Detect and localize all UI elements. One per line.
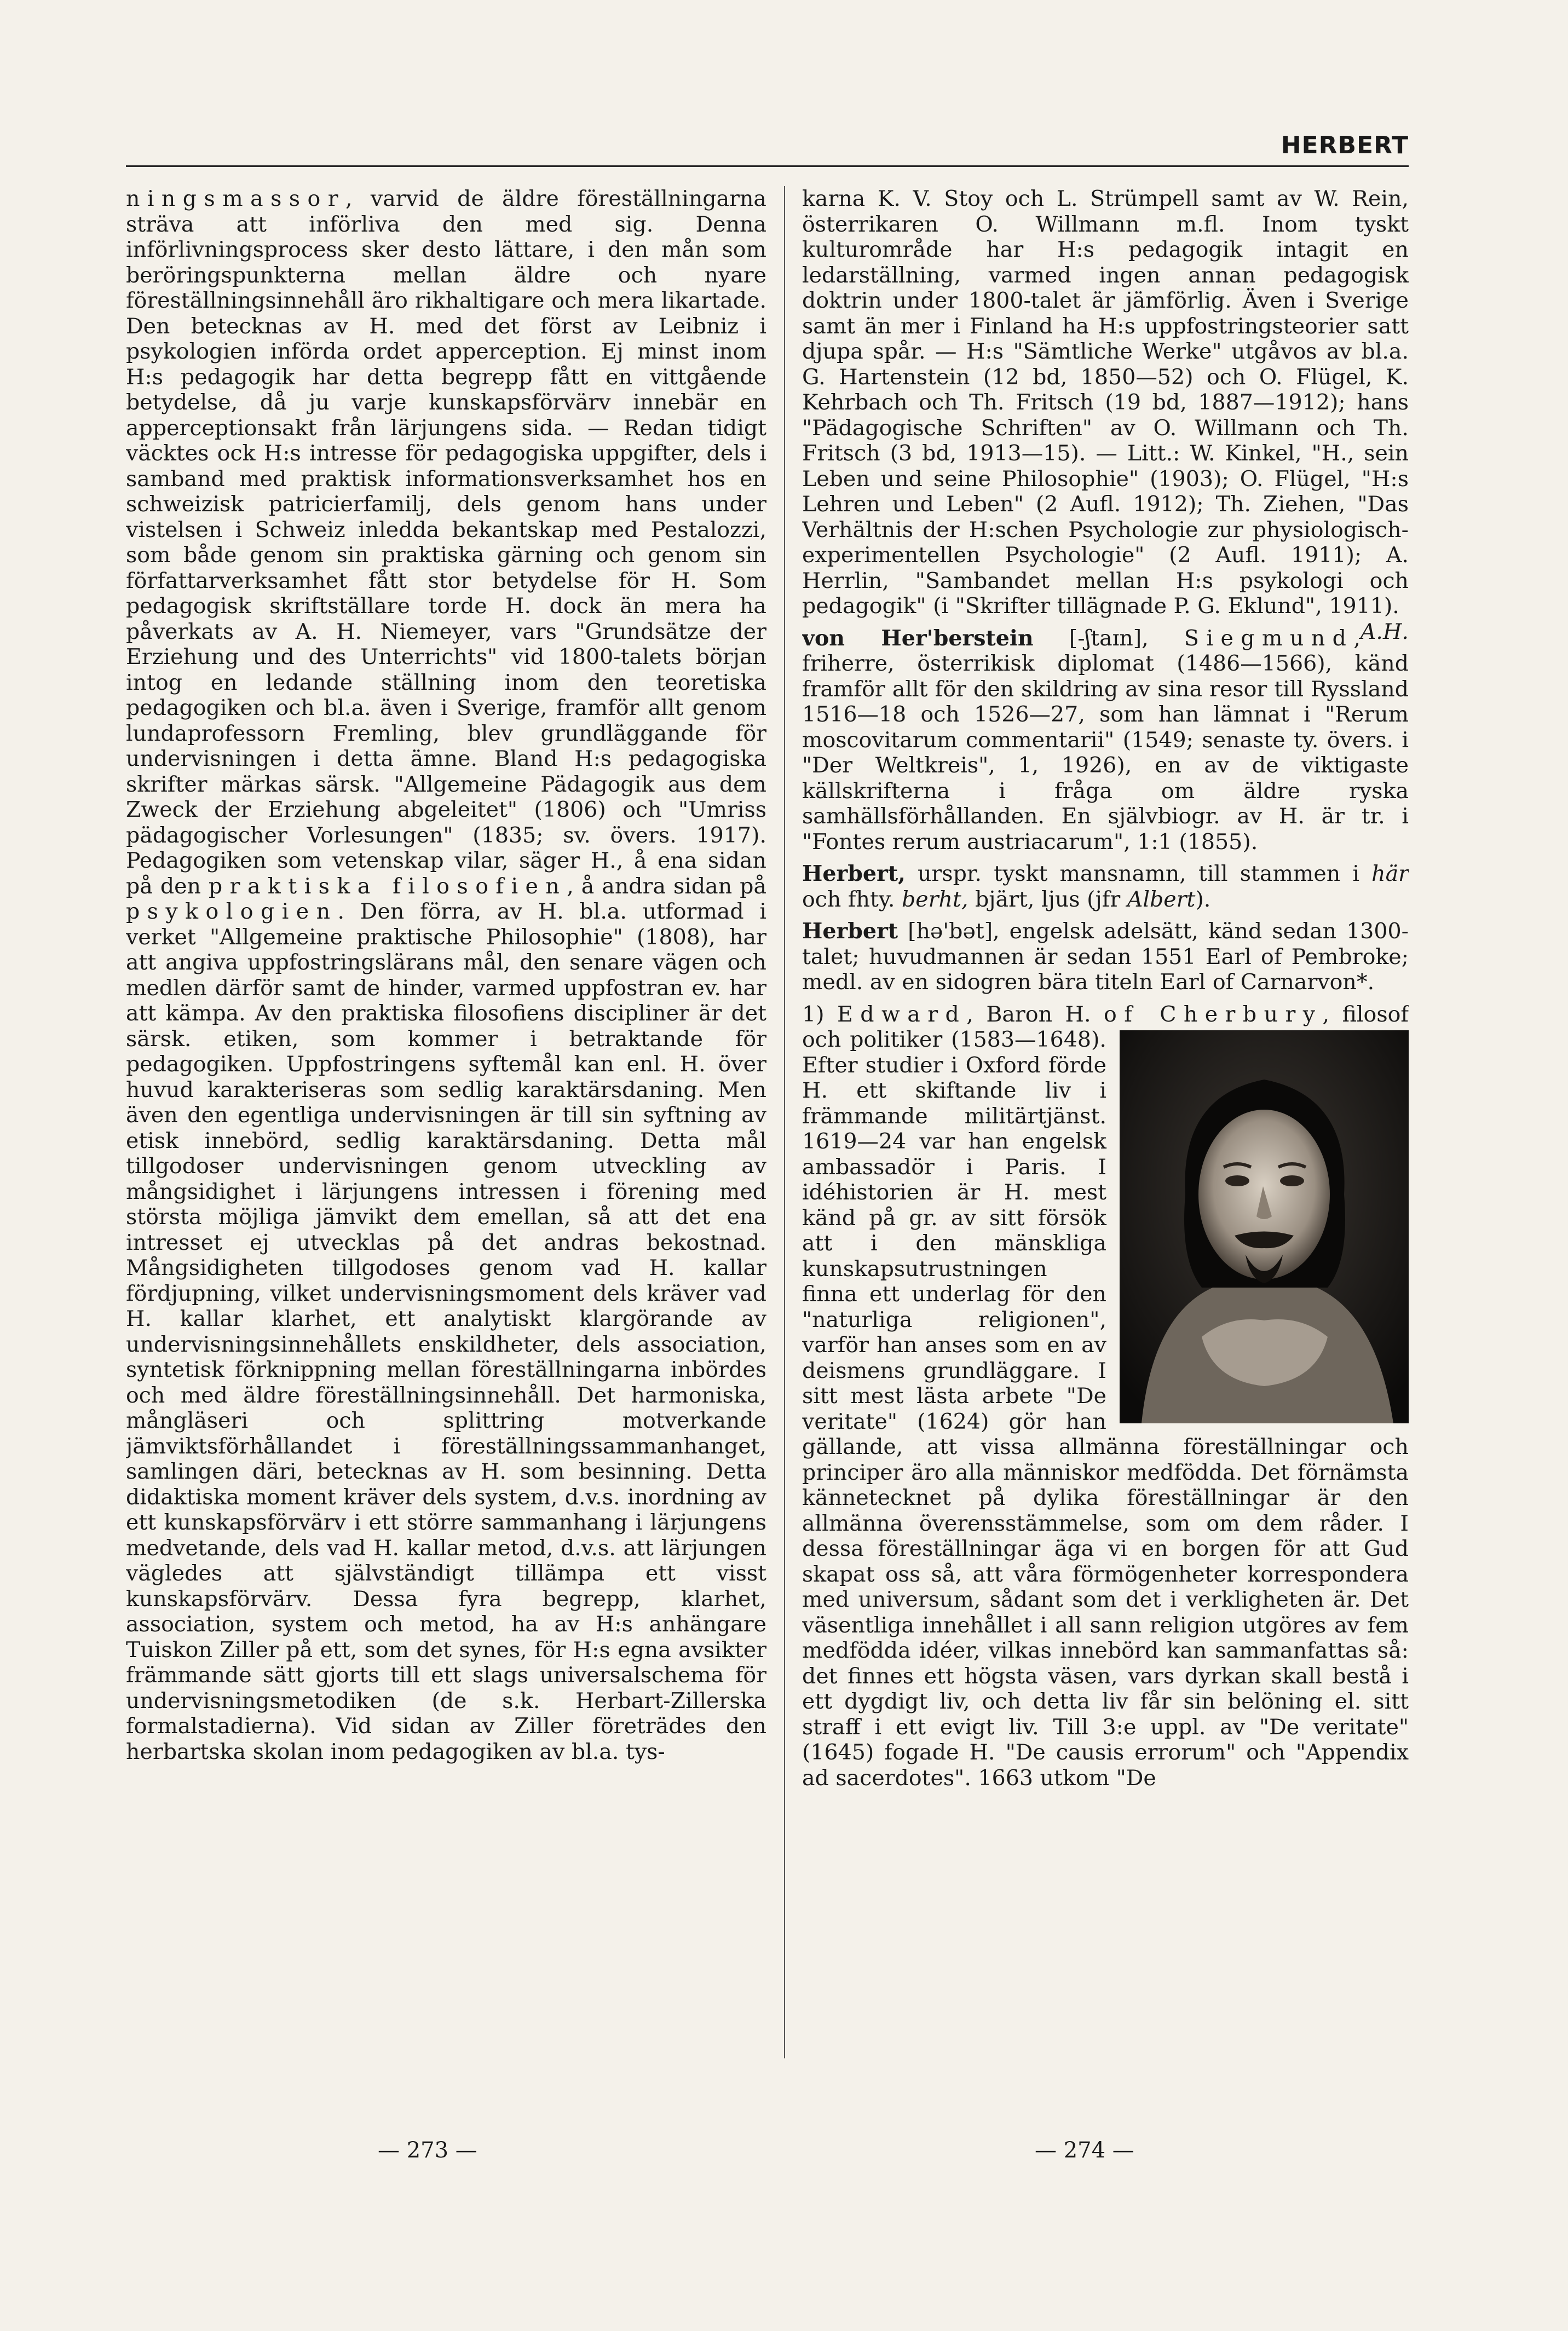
author-signature: A.H.: [1360, 619, 1409, 644]
italic-text: här: [1371, 861, 1409, 886]
paragraph-text: , friherre, österrikisk diplomat (1486—1566), känd framför allt för den skildring av sina resor till Ryssland 1516—18 och 1526—27, som han lämnat i "Rerum moscovitarum commentarii" (1549; senaste ty. övers. i "Der Weltkreis", 1, 1926), en av de viktigaste källskrifterna i fråga om äldre ryska samhällsförhållanden. En självbiogr. av H. är tr. i "Fontes rerum austriacarum", 1:1 (1855).: [802, 625, 1409, 855]
entry-herbert-family: [802, 919, 1409, 995]
paragraph-text: , varvid de äldre föreställningarna sträva att införliva den med sig. Denna införlivningsprocess sker desto lättare, i den mån som beröringspunkterna mellan äldre och nyare föreställningsinnehåll äro rikhaltigare och mera likartade. Den betecknas av H. med det först av Leibniz i psykologien införda ordet apperception. Ej minst inom H:s pedagogik har detta begrepp fått en vittgående betydelse, då ju varje kunskapsförvärv innebär en apperceptionsakt från lärjungens sida. — Redan tidigt väcktes ock H:s intresse för pedagogiska uppgifter, dels i samband med praktisk informationsverksamhet hos en schweizisk patricierfamilj, dels genom hans under vistelsen i Schweiz inledda bekantskap med Pestalozzi, som både genom sin praktiska gärning och genom sin författarverksamhet fått stor betydelse för H. Som pedagogisk skriftställare torde H. dock än mera ha påverkats av A. H. Niemeyer, vars "Grundsätze der Erziehung und des Unterrichts" vid 1800-talets början intog en ledande ställning inom den teoretiska pedagogiken och bl.a. även i Sverige, framför allt genom lundaprofessorn Fremling, blev grundläggande för undervisningen i detta ämne. Bland H:s pedagogiska skrifter märkas särsk. "Allgemeine Pädagogik aus dem Zweck der Erziehung abgeleitet" (1806) och "Umriss pädagogischer Vorlesungen" (1835; sv. övers. 1917). Pedagogiken som vetenskap vilar, säger H., å ena sidan på den: [126, 186, 766, 899]
pronunciation: [-ʃtaɪn],: [1033, 625, 1184, 651]
paragraph-text: bjärt, ljus (jfr: [968, 886, 1127, 912]
paragraph-text: urspr. tyskt mansnamn, till stammen i: [905, 861, 1372, 886]
headword: von Her'berstein: [802, 625, 1034, 651]
italic-text: berht,: [902, 886, 969, 912]
paragraph-text: , filosof och politiker (1583—1648). Efter studier i Oxford förde H. ett skiftande liv i främmande militärtjänst. 1619—24 var han engelsk ambassadör i Paris. I idéhistorien är H. mest känd på gr. av sitt försök att i den mänskliga kunskapsutrustningen finna ett underlag för den "naturliga religionen", varför han anses som en av deismens grundläggare. I sitt mest lästa arbete "De veritate" (1624) gör han gällande, att vissa allmänna föreställningar och principer äro alla människor medfödda. Det förnämsta kännetecknet på dylika föreställningar är den allmänna överensstämmelse, som om dem råder. I dessa föreställningar äga vi en borgen för att Gud skapat oss så, att våra förmögenheter korrespondera med universum, sådant som det i verkligheten är. Det väsentliga innehållet i all sann religion utgöres av fem medfödda idéer, vilkas innebörd kan sammanfattas så: det finnes ett högsta väsen, vars dyrkan skall bestå i ett dygdigt liv, och detta liv får sin belöning el. sitt straff i ett evigt liv. Till 3:e uppl. av "De veritate" (1645) fogade H. "De causis errorum" och "Appendix ad sacerdotes". 1663 utkom "De: [802, 1001, 1409, 1791]
spaced-text: ningsmassor: [126, 186, 346, 211]
headword: Herbert: [802, 919, 898, 944]
right-column: [802, 186, 1409, 2091]
entry-herbert-name: [802, 861, 1409, 912]
spaced-text: praktiska filosofien: [208, 873, 567, 899]
spaced-text: psykologien: [126, 899, 338, 924]
spaced-text: of Cherbury: [1104, 1001, 1323, 1027]
paragraph-text: . Den förra, av H. bl.a. utformad i verket "Allgemeine praktische Philosophie" (1808), har att angiva uppfostringslärans mål, den senare vägen och medlen därför samt de hinder, varmed uppfostran ev. har att kämpa. Av den praktiska filosofiens discipliner är det särsk. etiken, som kommer i betraktande för pedagogiken. Uppfostringens syftemål kan enl. H. över huvud karakteriseras som sedlig karaktärsdaning. Men även den egentliga undervisningen är till sin syftning av etisk innebörd, sedlig karaktärsdaning. Detta mål tillgodoser undervisningen genom utveckling av mångsidighet i lärjungens intressen i förening med största möjliga jämvikt dem emellan, så att det ena intresset ej utvecklas på det andras bekostnad. Mångsidigheten tillgodoses genom vad H. kallar fördjupning, vilket undervisningsmoment dels kräver vad H. kallar klarhet, ett analytiskt klargörande av undervisningsinnehållets enskildheter, dels association, syntetisk förknippning mellan föreställningarna inbördes och med äldre föreställningsinnehåll. Det harmoniska, mångläseri och splittring motverkande jämviktsförhållandet i föreställningssammanhanget, samlingen däri, betecknas av H. som besinning. Detta didaktiska moment kräver dels system, d.v.s. inordning av ett kunskapsförvärv i ett större sammanhang i lärjungens medvetande, dels vad H. kallar metod, d.v.s. att lärjungen vägledes att självständigt tillämpa ett visst kunskapsförvärv. Dessa fyra begrepp, klarhet, association, system och metod, ha av H:s anhängare Tuiskon Ziller på ett, som det synes, för H:s egna avsikter främmande sätt gjorts till ett slags universalschema för undervisningsmetodiken (de s.k. Herbart-Zillerska formalstadierna). Vid sidan av Ziller företrädes den herbartska skolan inom pedagogiken av bl.a. tys-: [126, 899, 766, 1764]
column-divider: [784, 186, 785, 2058]
page-number-left: — 273 —: [378, 2138, 477, 2163]
running-head: HERBERT: [1281, 131, 1409, 159]
page-number-right: — 274 —: [1035, 2138, 1134, 2163]
entry-number: 1): [802, 1001, 838, 1027]
left-column: [126, 186, 766, 2091]
paragraph-text: , Baron H.: [966, 1001, 1104, 1027]
header-rule: [126, 165, 1409, 167]
italic-text: Albert: [1127, 886, 1196, 912]
entry-edward-herbert: [802, 1002, 1409, 1791]
spaced-text: Siegmund: [1184, 625, 1354, 651]
paragraph-text: karna K. V. Stoy och L. Strümpell samt av W. Rein, österrikaren O. Willmann m.fl. Inom tyskt kulturområde har H:s pedagogik intagit en ledarställning, varmed ingen annan pedagogisk doktrin under 1800-talet är jämförlig. Även i Sverige samt än mer i Finland ha H:s uppfostringsteorier satt djupa spår. — H:s "Sämtliche Werke" utgåvos av bl.a. G. Hartenstein (12 bd, 1850—52) och O. Flügel, K. Kehrbach och Th. Fritsch (19 bd, 1887—1912); hans "Pädagogische Schriften" av O. Willmann och Th. Fritsch (3 bd, 1913—15). — Litt.: W. Kinkel, "H., sein Leben und seine Philosophie" (1903); O. Flügel, "H:s Lehren und Leben" (2 Aufl. 1912); Th. Ziehen, "Das Verhältnis der H:schen Psychologie zur physiologisch-experimentellen Psychologie" (2 Aufl. 1911); A. Herrlin, "Sambandet mellan H:s psykologi och pedagogik" (i "Skrifter tillägnade P. G. Eklund", 1911).: [802, 186, 1409, 619]
paragraph-text: , å andra sidan på: [567, 873, 766, 899]
paragraph-text: och fhty.: [802, 886, 902, 912]
left-paragraph: [126, 186, 766, 1764]
paragraph-text: ).: [1195, 886, 1211, 912]
headword: Herbert,: [802, 861, 906, 886]
spaced-text: Edward: [837, 1001, 967, 1027]
entry-herberstein: [802, 626, 1409, 855]
portrait-image: [1120, 1030, 1409, 1423]
paragraph-text: [hə'bət], engelsk adelsätt, känd sedan 1300-talet; huvudmannen är sedan 1551 Earl of Pembroke; medl. av en sidogren bära titeln Earl of Carnarvon*.: [802, 919, 1409, 995]
